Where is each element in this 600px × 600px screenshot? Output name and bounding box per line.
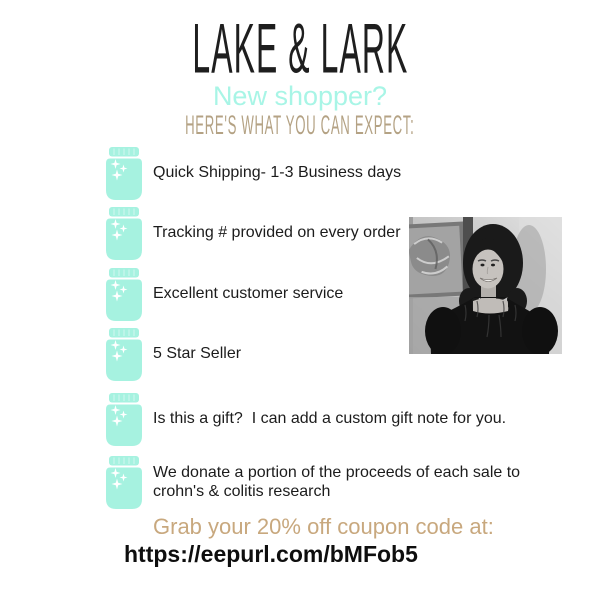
list-item-text: Quick Shipping- 1-3 Business days [153,164,402,182]
subheadline: HERE'S WHAT YOU CAN EXPECT: [185,111,415,141]
list-item-text: Is this a gift? I can add a custom gift note for you. [153,410,507,428]
list-item [106,393,525,446]
list-item-text: Excellent customer service [153,285,344,303]
list-item-text: Tracking # provided on every order [153,224,401,242]
list-item-text: 5 Star Seller [153,345,242,363]
coupon-url-link[interactable]: https://eepurl.com/bMFob5 [124,541,418,567]
owner-photo-illustration [409,217,562,354]
mason-jar-icon [106,207,142,260]
subheadline-wrap [0,111,600,141]
framed-art [409,222,467,299]
brand-title-wrap [0,9,600,89]
owner-photo [409,217,562,354]
mason-jar-icon [106,456,142,509]
headline: New shopper? [212,81,388,111]
mason-jar-icon [106,328,142,381]
mason-jar-icon [106,268,142,321]
list-item [106,456,525,509]
coupon-cta-text: Grab your 20% off coupon code at: [153,514,494,539]
list-item-text: We donate a portion of the proceeds of each sale to crohn's & colitis research [153,463,525,500]
brand-title: LAKE & LARK [191,9,409,89]
mason-jar-icon [106,393,142,446]
list-item [106,147,525,200]
mason-jar-icon [106,147,142,200]
